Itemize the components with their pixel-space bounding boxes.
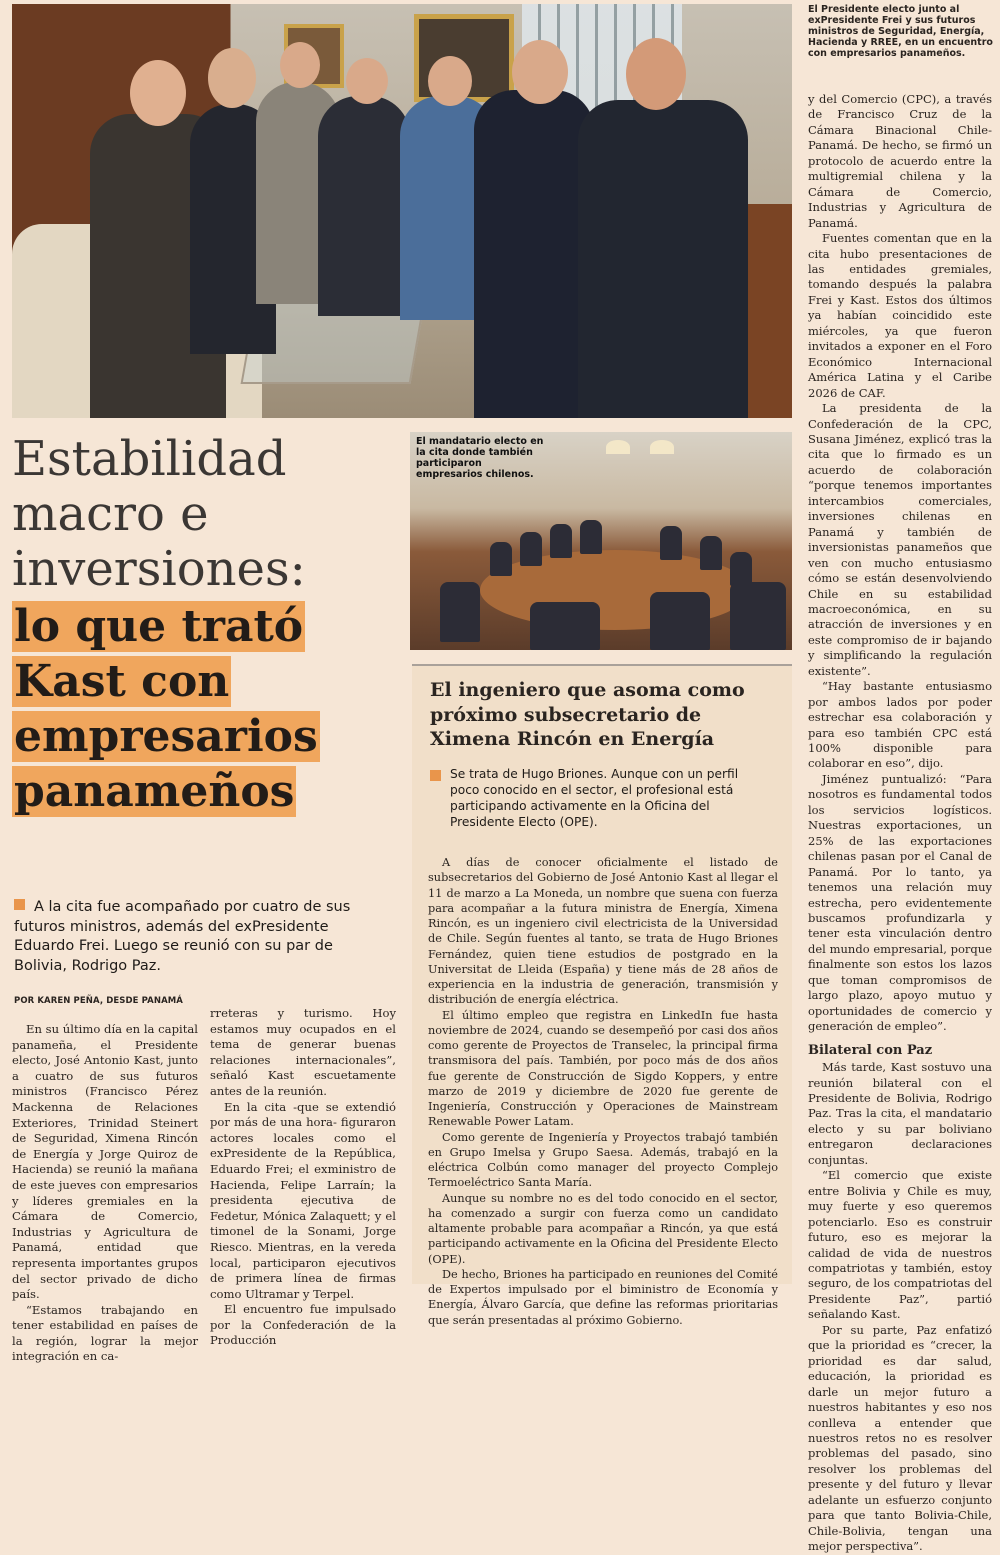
paragraph: De hecho, Briones ha participado en reuniones del Comité de Expertos impulsado por el biministro de Economía y Energía, Álvaro García, que define las reformas prioritarias que serán presentadas al próximo Gobierno.	[428, 1267, 778, 1327]
paragraph: Como gerente de Ingeniería y Proyectos trabajó también en Grupo Imelsa y Grupo Saesa. Además, trabajó en la eléctrica Colbún como manager del proyecto Complejo Termoeléctrico Santa María.	[428, 1130, 778, 1190]
square-bullet-icon	[430, 770, 441, 781]
sidebar-title: El ingeniero que asoma como próximo subsecretario de Ximena Rincón en Energía	[430, 679, 745, 750]
article-column-1	[12, 1022, 198, 1365]
headline-light-line: macro e	[12, 486, 209, 542]
headline-light-line: inversiones:	[12, 541, 306, 597]
headline-light	[12, 432, 402, 597]
headline-bold-line: panameños	[14, 766, 295, 817]
main-photo-caption: El Presidente electo junto al exPresidente Frei y sus futuros ministros de Seguridad, Energía, Hacienda y RREE, en un encuentro con empresarios panameños.	[808, 4, 993, 60]
headline-bold-line: lo que trató	[14, 601, 304, 652]
paragraph: En la cita -que se extendió por más de una hora- figuraron actores locales como el exPresidente de la República, Eduardo Frei; el exministro de Hacienda, Felipe Larraín; la presidenta ejecutiva de Fedetur, Mónica Zalaquett; y el timonel de la Sonami, Jorge Riesco. Mientras, en la vereda local, participaron ejecutivos de primera línea de firmas como Ultramar y Terpel.	[210, 1099, 396, 1301]
paragraph: La presidenta de la Confederación de la CPC, Susana Jiménez, explicó tras la cita que lo firmado es un acuerdo de colaboración “porque tenemos importantes intercambios comerciales, inversiones chilenas en Panamá y también de inversionistas panameños que ven con mucho entusiasmo cómo se están desenvolviendo Chile en su estabilidad macroeconómica, en su atracción de inversiones y en este compromiso de ir bajando y simplificando la regulación existente”.	[808, 401, 992, 678]
paragraph: A días de conocer oficialmente el listado de subsecretarios del Gobierno de José Antonio Kast al llegar el 11 de marzo a La Moneda, un nombre que suena con fuerza para acompañar a la futura ministra de Energía, Ximena Rincón, es un ingeniero civil electricista de la Universidad de Chile. Según fuentes al tanto, se trata de Hugo Briones Fernández, quien tiene estudios de postgrado en la Universitat de Lleida (España) y tiene más de 28 años de experiencia en la industria de generación, transmisión y distribución de energía eléctrica.	[428, 856, 778, 1007]
meeting-room-photo-caption: El mandatario electo en la cita donde también participaron empresarios chilenos.	[416, 436, 544, 480]
headline-bold-line: empresarios	[14, 711, 318, 762]
paragraph: rreteras y turismo. Hoy estamos muy ocupados en el tema de generar buenas relaciones internacionales”, señaló Kast escuetamente antes de la reunión.	[210, 1006, 396, 1098]
paragraph: En su último día en la capital panameña, el Presidente electo, José Antonio Kast, junto a cuatro de sus futuros ministros (Francisco Pérez Mackenna de Relaciones Exteriores, Trinidad Steinert de Seguridad, Ximena Rincón de Energía y Jorge Quiroz de Hacienda) se reunió la mañana de este jueves con empresarios y líderes gremiales en la Cámara de Comercio, Industrias y Agricultura de Panamá, entidad que representa importantes grupos del sector privado de dicho país.	[12, 1022, 198, 1302]
byline: POR KAREN PEÑA, DESDE PANAMÁ	[14, 996, 183, 1006]
article-lead-text: A la cita fue acompañado por cuatro de sus futuros ministros, además del exPresidente Eduardo Frei. Luego se reunió con su par de Bolivia, Rodrigo Paz.	[14, 899, 351, 974]
sidebar-lead	[430, 766, 770, 830]
paragraph: “El comercio que existe entre Bolivia y Chile es muy, muy fuerte y eso queremos potenciarlo. Eso es construir futuro, eso es mejorar la calidad de vida de nuestros compatriotas y también, estoy seguro, de los compatriotas del Presidente Paz”, partió señalando Kast.	[808, 1168, 992, 1322]
square-bullet-icon	[14, 899, 25, 910]
sidebar-lead-text: Se trata de Hugo Briones. Aunque con un perfil poco conocido en el sector, el profesional está participando activamente en la Oficina del Presidente Electo (OPE).	[450, 767, 739, 829]
paragraph: “Hay bastante entusiasmo por ambos lados por poder estrechar esa colaboración y para eso también CPC está 100% disponible para colaborar en eso”, dijo.	[808, 679, 992, 771]
paragraph: Aunque su nombre no es del todo conocido en el sector, ha comenzado a surgir con fuerza como un candidato altamente probable para acompañar a Rincón, ya que está participando activamente en la Oficina del Presidente Electo (OPE).	[428, 1191, 778, 1266]
main-photo	[12, 4, 792, 418]
paragraph: Jiménez puntualizó: “Para nosotros es fundamental todos los servicios logísticos. Nuestras exportaciones, un 25% de las exportaciones chilenas pasan por el Canal de Panamá. Por lo tanto, ya tenemos una relación muy estrecha, pero evidentemente buscamos profundizarla y tener esta vinculación dentro del mundo empresarial, porque finalmente son estos los lazos que toman compromisos de largo plazo, apoyo mutuo y oportunidades de comercio y generación de empleo”.	[808, 771, 992, 1034]
headline-bold-line: Kast con	[14, 656, 230, 707]
paragraph: Por su parte, Paz enfatizó que la prioridad es “crecer, la prioridad es dar salud, educación, la prioridad es darle un mejor futuro a nuestros habitantes y eso nos conlleva a entender que nuestros retos no es resolver problemas del pasado, sino resolver los problemas del presente y del futuro y llevar adelante un esfuerzo conjunto para que tanto Bolivia-Chile, Chile-Bolivia, tengan una mejor perspectiva”.	[808, 1322, 992, 1554]
headline-light-line: Estabilidad	[12, 431, 287, 487]
paragraph: El último empleo que registra en LinkedIn fue hasta noviembre de 2024, cuando se desempeñó por casi dos años como gerente de Proyectos de Transelec, la principal firma transmisora del país. También, por poco más de dos años fue gerente de Construcción de Sigdo Koppers, y entre marzo de 2019 y diciembre de 2020 fue gerente de Ingeniería, Construcción y Operaciones de Mainstream Renewable Power Latam.	[428, 1008, 778, 1129]
article-column-2	[210, 1006, 396, 1349]
sidebar-body	[428, 855, 778, 1328]
paragraph: Más tarde, Kast sostuvo una reunión bilateral con el Presidente de Bolivia, Rodrigo Paz. Tras la cita, el mandatario electo y su par boliviano entregaron declaraciones conjuntas.	[808, 1060, 992, 1167]
paragraph: El encuentro fue impulsado por la Confederación de la Producción	[210, 1302, 396, 1348]
paragraph: Fuentes comentan que en la cita hubo presentaciones de las entidades gremiales, tomando después la palabra Frei y Kast. Estos dos últimos ya habían coincidido este miércoles, ya que fueron invitados a exponer en el Foro Económico Internacional América Latina y el Caribe 2026 de CAF.	[808, 231, 992, 400]
paragraph: “Estamos trabajando en tener estabilidad en países de la región, lograr la mejor integración en ca-	[12, 1302, 198, 1364]
paragraph: y del Comercio (CPC), a través de Francisco Cruz de la Cámara Binacional Chile-Panamá. De hecho, se firmó un protocolo de acuerdo entre la multigremial chilena y la Cámara de Comercio, Industrias y Agricultura de Panamá.	[808, 92, 992, 230]
article-lead	[14, 898, 374, 976]
subhead: Bilateral con Paz	[808, 1042, 933, 1058]
article-column-4	[808, 92, 992, 1555]
headline-bold	[12, 600, 402, 820]
